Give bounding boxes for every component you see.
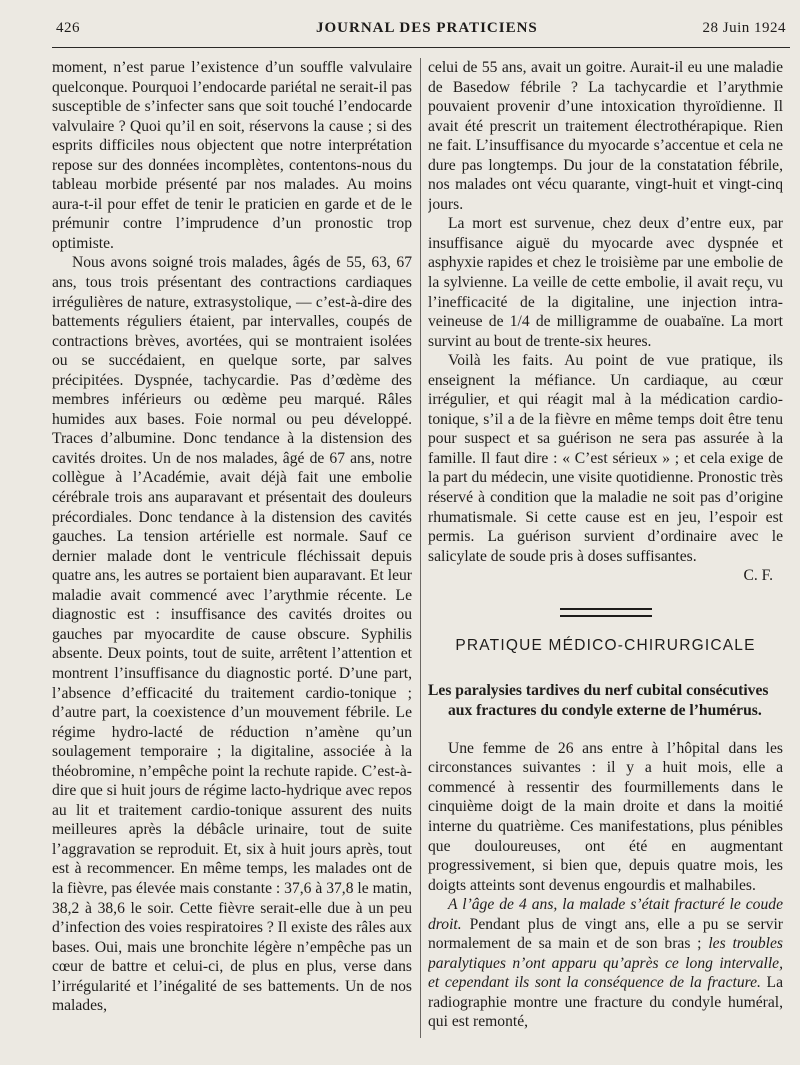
section-separator	[560, 608, 652, 617]
left-column	[52, 58, 412, 1058]
paragraph: celui de 55 ans, avait un goitre. Aurait-il eu une maladie de Basedow fébrile ? La tachycardie et l’arythmie pouvaient provenir d’une intoxication thyroïdienne. Il avait été prescrit un traitement électrothérapique. Rien ne fait. L’insuffisance du myocarde s’accentue et cela ne dure pas longtemps. Du jour de la constatation fébrile, nos malades ont vécu quarante, vingt-huit et vingt-cinq jours.	[428, 59, 783, 213]
paragraph: Voilà les faits. Au point de vue pratique, ils enseignent la méfiance. Un cardiaque, au cœur irrégulier, et qui réagit mal à la médication cardio-tonique, s’il a de la fièvre en même temps doit être tenu pour suspect et sa guérison ne sera pas assurée à la famille. Il faut dire : « C’est sérieux » ; et cela exige de la part du médecin, une visite quotidienne. Pronostic très réservé à condition que la maladie ne soit pas d’origine rhumatismale. Si cette cause est en jeu, l’espoir est permis. La guérison survient d’ordinaire avec le salicylate de soude pris à doses suffisantes.	[428, 352, 783, 565]
italic-text: A l’âge de 4 ans, la malade s’était fracturé le coude droit.	[428, 896, 783, 933]
issue-date: 28 Juin 1924	[702, 20, 786, 36]
journal-title: JOURNAL DES PRATICIENS	[316, 20, 538, 36]
text-span: Pendant plus de vingt ans, elle a pu se servir normalement de sa main et de son bras ;	[428, 915, 783, 953]
paragraph	[428, 895, 783, 1032]
author-signature: C. F.	[743, 567, 773, 585]
column-divider	[420, 58, 421, 1038]
section-title: PRATIQUE MÉDICO-CHIRURGICALE	[455, 636, 756, 654]
right-column	[428, 58, 783, 1058]
header-rule	[52, 47, 790, 48]
paragraph: Nous avons soigné trois malades, âgés de 55, 63, 67 ans, tous trois présentant des contractions cardiaques irrégulières de nature, extrasystolique, — c’est-à-dire des battements réguliers étaient, par intervalles, coupés de contractions brèves, avortées, qui se montraient isolées ou se succédaient, en quelque sorte, par salves précipitées. Dyspnée, tachycardie. Pas d’œdème des membres inférieurs ou œdème peu marqué. Râles humides aux bases. Foie normal ou peu développé. Traces d’albumine. Donc tendance à la distension des cavités droites. Un de nos malades, âgé de 67 ans, notre collègue à l’Académie, avait déjà fait une embolie cérébrale trois ans auparavant et présentait des douleurs précordiales. Donc tendance à la distension des cavités gauches. La tension artérielle est normale. Sauf ce dernier malade dont le ventricule fléchissait depuis quatre ans, les autres se portaient bien auparavant. Et leur maladie avait commencé avec l’arythmie récente. Le diagnostic est : insuffisance des cavités droites ou gauches par myocardite de cause obscure. Syphilis absente. Deux points, tout de suite, arrêtent l’attention et montrent l’insuffisance du diagnostic porté. D’une part, l’absence d’efficacité du traitement cardio-tonique ; d’autre part, la coexistence d’un mouvement fébrile. Le régime hydro-lacté de réduction n’amène qu’un soulagement temporaire ; la digitaline, associée à la théobromine, n’empêche point la rechute rapide. C’est-à-dire que si huit jours de régime lacto-hydrique avec repos au lit et traitement cardio-tonique assurent des nuits meilleures après la débâcle urinaire, tout de suite l’aggravation se reproduit. Et, six à huit jours après, tout est à recommencer. En même temps, les malades ont de la fièvre, pas élevée mais constante : 37,6 à 37,8 le matin, 38,2 à 38,6 le soir. Cette fièvre serait-elle due à un peu d’infection des voies respiratoires ? Il existe des râles aux bases. Oui, mais une bronchite légère n’empêche pas un cœur de battre et celui-ci, de plus en plus, verse dans l’irrégularité et l’inégalité de ses battements. Un de nos malades,	[52, 254, 412, 1015]
italic-text: les troubles paralytiques n’ont apparu qu’après ce long intervalle, et cependant ils sont la conséquence de la fracture.	[428, 935, 783, 992]
running-header	[56, 20, 786, 42]
text-span: La radiographie montre une fracture du condyle huméral, qui est remonté,	[428, 974, 783, 1031]
paragraph: moment, n’est parue l’existence d’un souffle valvulaire quelconque. Pourquoi l’endocarde pariétal ne serait-il pas susceptible de s’infecter sans que soit touché l’endocarde valvulaire ? Quoi qu’il en soit, réservons la cause ; si des esprits difficiles nous objectent que notre interprétation repose sur des données incomplètes, contentons-nous du tableau morbide présenté par nos malades. Au moins aura-t-il pour effet de tenir le praticien en garde et de le prémunir contre l’imprudence d’un pronostic trop optimiste.	[52, 59, 412, 252]
paragraph: Une femme de 26 ans entre à l’hôpital dans les circonstances suivantes : il y a huit mois, elle a commencé à ressentir des fourmillements dans le cinquième doigt de la main droite et dans la moitié interne du quatrième. Ces manifestations, plus pénibles que douloureuses, ont été en augmentant progressivement, si bien que, depuis quatre mois, les doigts atteints sont devenus engourdis et malhabiles.	[428, 739, 783, 894]
page-number: 426	[56, 20, 80, 36]
paragraph: La mort est survenue, chez deux d’entre eux, par insuffisance aiguë du myocarde avec dyspnée et asphyxie rapides et chez le troisième par une embolie de la sylvienne. La veille de cette embolie, il avait reçu, vu l’inefficacité de la digitaline, une injection intra-veineuse de 1/4 de milligramme de ouabaïne. La mort survint au bout de trente-six heures.	[428, 215, 783, 350]
article-title: Les paralysies tardives du nerf cubital consécutives aux fractures du condyle externe de l’humérus.	[428, 681, 769, 719]
